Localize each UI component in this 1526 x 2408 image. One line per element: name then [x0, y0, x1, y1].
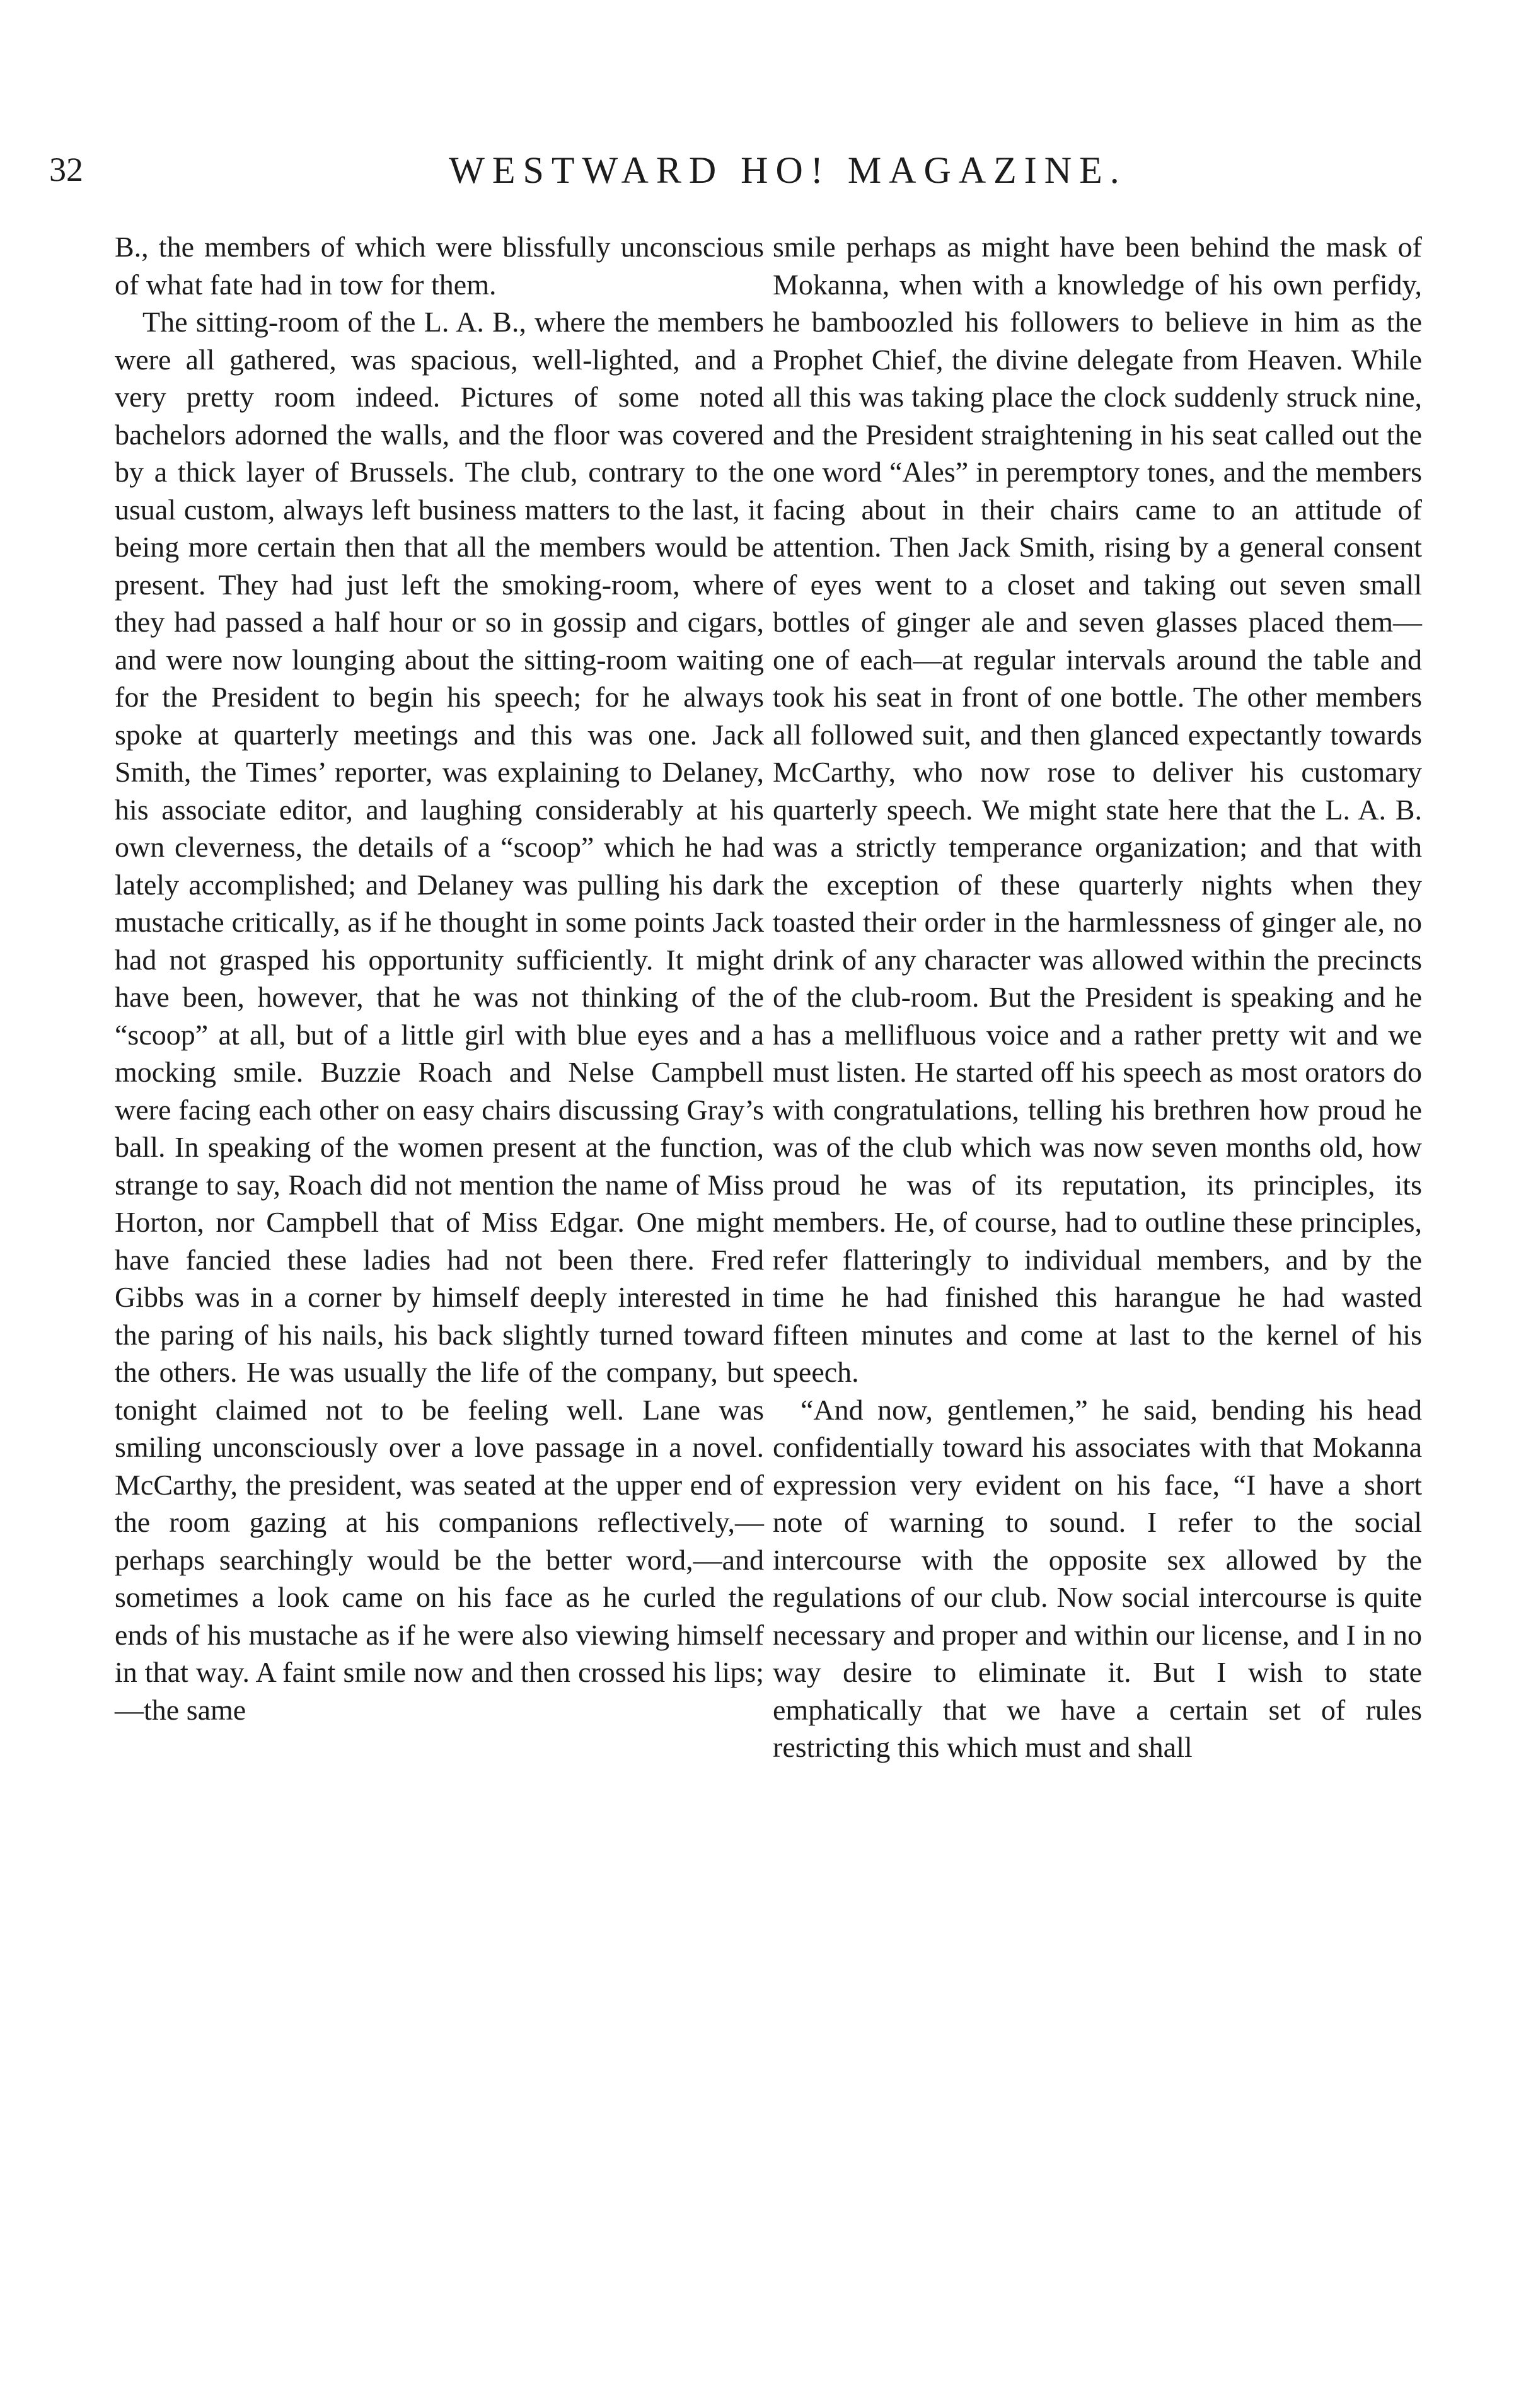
- left-paragraph-2: The sitting-room of the L. A. B., where the members were all gathered, was spacious, well-lighted, and a very pretty room indeed. Pictures of some noted bachelors adorned the walls, and the floor was covered by a thick layer of Brussels. The club, contrary to the usual custom, always left business matters to the last, it being more certain then that all the members would be present. They had just left the smoking-room, where they had passed a half hour or so in gossip and cigars, and were now lounging about the sitting-room waiting for the President to begin his speech; for he always spoke at quarterly meetings and this was one. Jack Smith, the Times’ reporter, was explaining to Delaney, his associate editor, and laughing considerably at his own cleverness, the details of a “scoop” which he had lately accomplished; and Delaney was pulling his dark mustache critically, as if he thought in some points Jack had not grasped his opportunity sufficiently. It might have been, however, that he was not thinking of the “scoop” at all, but of a little girl with blue eyes and a mocking smile. Buzzie Roach and Nelse Campbell were facing each other on easy chairs discussing Gray’s ball. In speaking of the women present at the function, strange to say, Roach did not mention the name of Miss Horton, nor Campbell that of Miss Edgar. One might have fancied these ladies had not been there. Fred Gibbs was in a corner by himself deeply interested in the paring of his nails, his back slightly turned toward the others. He was usually the life of the company, but tonight claimed not to be feeling well. Lane was smiling unconsciously over a love passage in a novel. McCarthy, the president, was seated at the upper end of the room gazing at his companions reflectively,—perhaps searchingly would be the better word,—and sometimes a look came on his face as he curled the ends of his mustache as if he were also viewing himself in that way. A faint smile now and then crossed his lips;—the same: [115, 306, 764, 1726]
- left-paragraph-1: B., the members of which were blissfully unconscious of what fate had in tow for them.: [115, 231, 764, 301]
- left-column: [115, 228, 764, 1728]
- right-paragraph-2: “And now, gentlemen,” he said, bending his head confidentially toward his associates with that Mokanna expression very evident on his face, “I have a short note of warning to sound. I refer to the social intercourse with the opposite sex allowed by the regulations of our club. Now social intercourse is quite necessary and proper and within our license, and I in no way desire to eliminate it. But I wish to state emphatically that we have a certain set of rules restricting this which must and shall: [773, 1393, 1422, 1763]
- right-column: [773, 228, 1422, 1766]
- running-head: WESTWARD HO! MAGAZINE.: [449, 149, 1127, 191]
- right-paragraph-1: smile perhaps as might have been behind the mask of Mokanna, when with a knowledge of his own perfidy, he bamboozled his followers to believe in him as the Prophet Chief, the divine delegate from Heaven. While all this was taking place the clock suddenly struck nine, and the President straightening in his seat called out the one word “Ales” in peremptory tones, and the members facing about in their chairs came to an attitude of attention. Then Jack Smith, rising by a general consent of eyes went to a closet and taking out seven small bottles of ginger ale and seven glasses placed them—one of each—at regular intervals around the table and took his seat in front of one bottle. The other members all followed suit, and then glanced expectantly towards McCarthy, who now rose to deliver his customary quarterly speech. We might state here that the L. A. B. was a strictly temperance organization; and that with the exception of these quarterly nights when they toasted their order in the harmlessness of ginger ale, no drink of any character was allowed within the precincts of the club-room. But the President is speaking and he has a mellifluous voice and a rather pretty wit and we must listen. He started off his speech as most orators do with congratulations, telling his brethren how proud he was of the club which was now seven months old, how proud he was of its reputation, its principles, its members. He, of course, had to outline these principles, refer flatteringly to individual members, and by the time he had finished this harangue he had wasted fifteen minutes and come at last to the kernel of his speech.: [773, 231, 1422, 1388]
- page-number: 32: [49, 151, 83, 188]
